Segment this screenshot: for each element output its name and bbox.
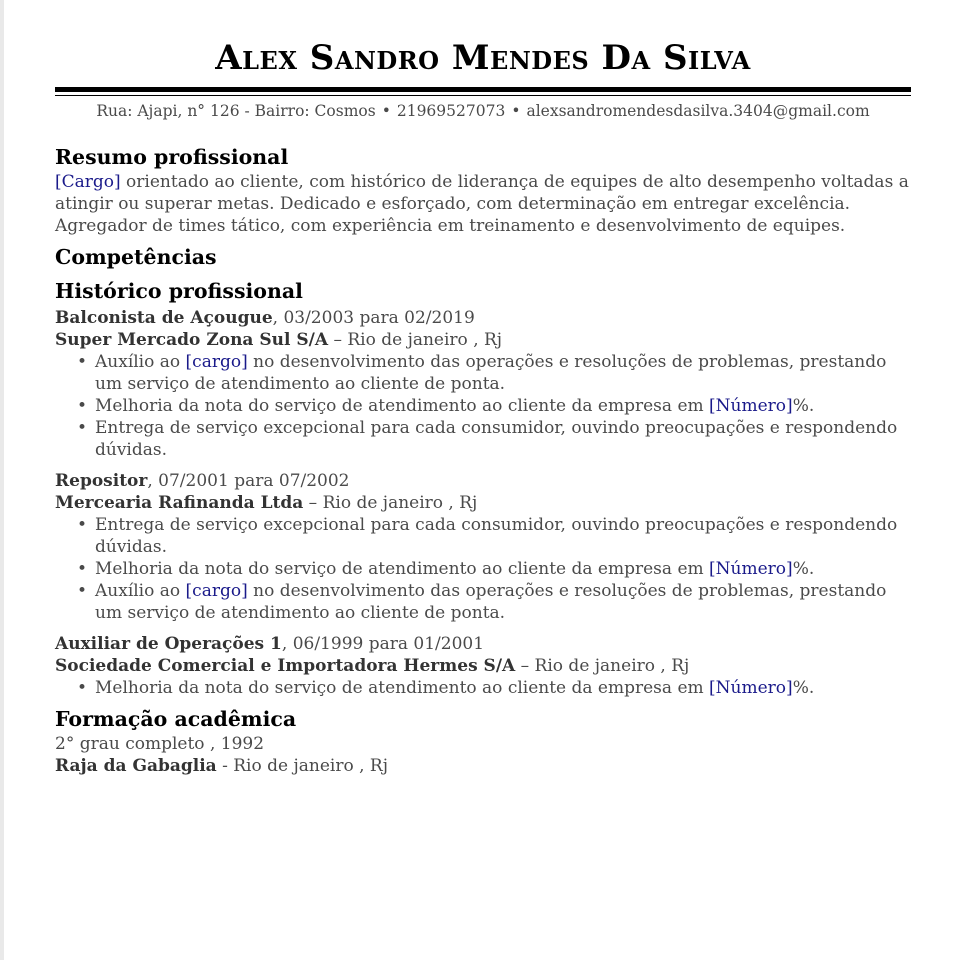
bullet-placeholder[interactable]: [cargo] [185, 352, 248, 372]
contact-address: Rua: Ajapi, n° 126 - Bairro: Cosmos [96, 102, 376, 120]
education-section [55, 705, 911, 777]
bullet-placeholder[interactable]: [Número] [709, 559, 793, 579]
job-company: Sociedade Comercial e Importadora Hermes S/A [55, 656, 516, 676]
job-bullet [77, 417, 911, 461]
contact-phone: 21969527073 [396, 102, 506, 120]
job-bullet [77, 677, 911, 699]
bullet-text: Melhoria da nota do serviço de atendimento ao cliente da empresa em [95, 559, 710, 579]
job-period: , 06/1999 para 01/2001 [281, 634, 485, 654]
bullet-text: Entrega de serviço excepcional para cada consumidor, ouvindo preocupações e respondendo dúvidas. [95, 515, 898, 557]
job-bullet [77, 558, 911, 580]
job-location: – Rio de janeiro , Rj [303, 493, 478, 513]
bullet-text: Melhoria da nota do serviço de atendimento ao cliente da empresa em [95, 396, 710, 416]
job-company-line [55, 492, 911, 514]
bullet-text: %. [792, 559, 815, 579]
job-company-line [55, 329, 911, 351]
job-bullet [77, 395, 911, 417]
job-entry [55, 470, 911, 624]
job-bullet [77, 580, 911, 624]
job-company-line [55, 655, 911, 677]
job-entry [55, 307, 911, 461]
bullet-text: Auxílio ao [95, 352, 186, 372]
education-degree: 2° grau completo , 1992 [55, 734, 265, 754]
job-role: Balconista de Açougue [55, 308, 273, 328]
history-title: Histórico profissional [55, 279, 303, 303]
summary-text [55, 171, 911, 237]
bullet-text: %. [792, 396, 815, 416]
page-edge [0, 0, 4, 960]
job-title-line [55, 633, 911, 655]
bullet-text: %. [792, 678, 815, 698]
header-rule-thick [55, 87, 911, 92]
skills-section [55, 243, 911, 271]
education-school: Raja da Gabaglia [55, 756, 217, 776]
bullet-placeholder[interactable]: [cargo] [185, 581, 248, 601]
job-role: Auxiliar de Operações 1 [55, 634, 282, 654]
job-role: Repositor [55, 471, 148, 491]
bullet-text: no desenvolvimento das operações e resoluções de problemas, prestando um serviço de atendimento ao cliente de ponta. [95, 352, 887, 394]
education-title: Formação acadêmica [55, 707, 297, 731]
job-bullets [55, 351, 911, 461]
resume-page [55, 32, 911, 777]
job-location: – Rio de janeiro , Rj [515, 656, 690, 676]
job-company: Super Mercado Zona Sul S/A [55, 330, 329, 350]
job-title-line [55, 307, 911, 329]
job-title-line [55, 470, 911, 492]
job-location: – Rio de janeiro , Rj [328, 330, 503, 350]
job-bullet [77, 514, 911, 558]
contact-line [55, 101, 911, 121]
contact-separator: • [511, 102, 521, 120]
summary-section [55, 143, 911, 237]
summary-title: Resumo profissional [55, 145, 289, 169]
job-bullets [55, 677, 911, 699]
job-period: , 07/2001 para 07/2002 [147, 471, 350, 491]
job-bullet [77, 351, 911, 395]
summary-body: orientado ao cliente, com histórico de liderança de equipes de alto desempenho voltadas a atingir ou superar metas. Dedicado e esforçado, com determinação em entregar excelência. Agregador de times tático, com experiência em treinamento e desenvolvimento de equipes. [55, 172, 909, 236]
contact-separator: • [381, 102, 391, 120]
contact-email[interactable]: alexsandromendesdasilva.3404@gmail.com [526, 102, 870, 120]
bullet-text: Auxílio ao [95, 581, 186, 601]
candidate-name: Alex Sandro Mendes Da Silva [215, 38, 751, 78]
header-rule-thin [55, 95, 911, 96]
education-location: - Rio de janeiro , Rj [216, 756, 388, 776]
history-section [55, 277, 911, 699]
job-period: , 03/2003 para 02/2019 [272, 308, 475, 328]
job-entry [55, 633, 911, 699]
bullet-text: Entrega de serviço excepcional para cada consumidor, ouvindo preocupações e respondendo dúvidas. [95, 418, 898, 460]
bullet-text: Melhoria da nota do serviço de atendimento ao cliente da empresa em [95, 678, 710, 698]
education-school-line [55, 755, 911, 777]
skills-title: Competências [55, 245, 217, 269]
bullet-placeholder[interactable]: [Número] [709, 678, 793, 698]
job-bullets [55, 514, 911, 624]
summary-placeholder[interactable]: [Cargo] [55, 172, 121, 192]
bullet-placeholder[interactable]: [Número] [709, 396, 793, 416]
job-company: Mercearia Rafinanda Ltda [55, 493, 304, 513]
bullet-text: no desenvolvimento das operações e resoluções de problemas, prestando um serviço de atendimento ao cliente de ponta. [95, 581, 887, 623]
